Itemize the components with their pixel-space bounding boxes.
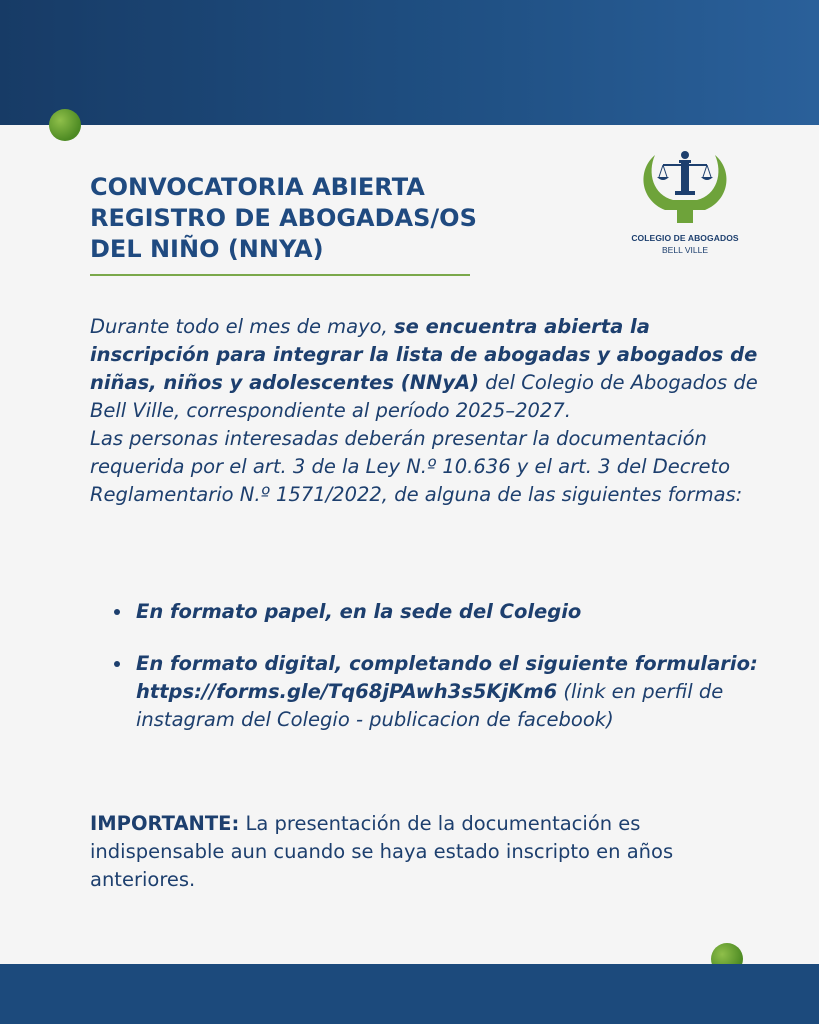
logo-city: BELL VILLE (662, 245, 708, 255)
scales-of-justice-icon (635, 145, 735, 233)
submission-options-list (110, 598, 760, 734)
title-line-1: CONVOCATORIA ABIERTA (90, 173, 425, 201)
footer-band (0, 964, 819, 1024)
intro-lead: Durante todo el mes de mayo, (90, 315, 394, 338)
important-notice (90, 810, 750, 894)
header-band (0, 0, 819, 125)
intro-requirements: Las personas interesadas deberán presentar la documentación requerida por el art. 3 de la Ley N.º 10.636 y el art. 3 del Decreto Reglamentario N.º 1571/2022, de alguna de las siguientes formas: (90, 427, 743, 506)
decorative-dot-top (49, 109, 81, 141)
important-label: IMPORTANTE: (90, 812, 240, 835)
colegio-logo (625, 145, 750, 260)
logo-name: COLEGIO DE ABOGADOS (631, 233, 739, 243)
title-divider (90, 274, 470, 276)
title-line-3: DEL NIÑO (NNYA) (90, 235, 324, 263)
title-line-2: REGISTRO DE ABOGADAS/OS (90, 204, 477, 232)
list-item-digital (110, 650, 760, 734)
intro-paragraph (90, 313, 760, 509)
page-title (90, 172, 490, 265)
important-text: La presentación de la documentación es indispensable aun cuando se haya estado inscripto en años anteriores. (90, 812, 674, 891)
option-paper-text: En formato papel, en la sede del Colegio (136, 600, 582, 623)
list-item-paper (110, 598, 760, 626)
intro-rest: del Colegio de Abogados de Bell Ville, correspondiente al período 2025–2027. (90, 371, 758, 422)
intro-highlight: se encuentra abierta la inscripción para integrar la lista de abogadas y abogados de niñas, niños y adolescentes (NNyA) (90, 315, 758, 394)
option-digital-note: (link en perfil de instagram del Colegio - publicacion de facebook) (136, 680, 724, 731)
option-digital-text[interactable]: En formato digital, completando el siguiente formulario: https://forms.gle/Tq68jPAwh3s5KjKm6 (136, 652, 758, 703)
